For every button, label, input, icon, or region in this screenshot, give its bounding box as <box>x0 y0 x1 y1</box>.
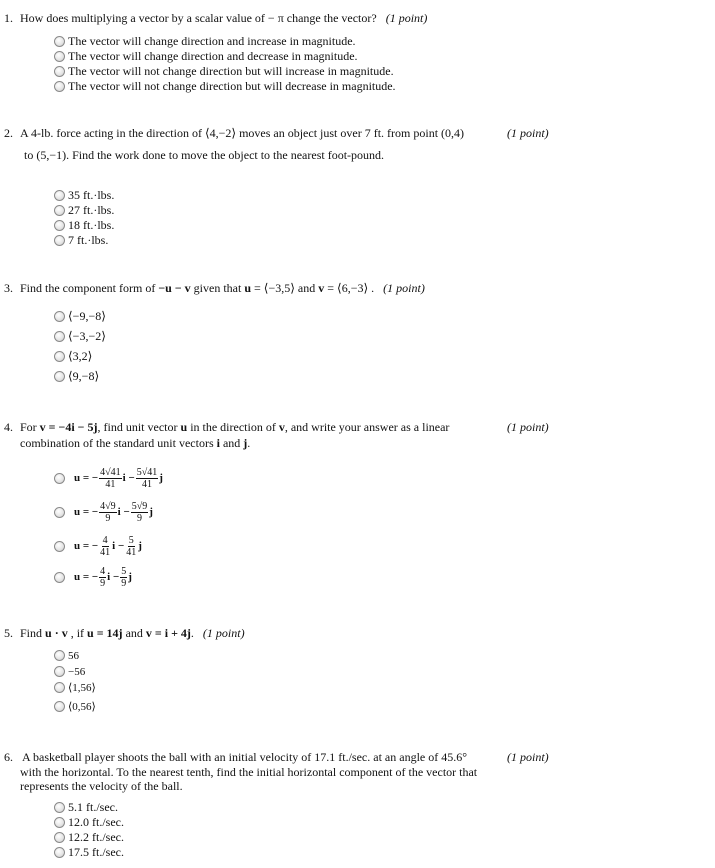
radio-button[interactable] <box>54 473 65 484</box>
q4-option-3[interactable] <box>54 533 142 559</box>
q2-option-1[interactable] <box>54 188 114 203</box>
radio-button[interactable] <box>54 507 65 518</box>
option-label: 12.0 ft./sec. <box>68 815 124 829</box>
fraction: $\frac{5}{41}$ <box>126 534 137 558</box>
option-label: u = − $\frac{4√41}{41}$ i − $\frac{5√41}{41}$ j <box>74 466 163 490</box>
option-label: 12.2 ft./sec. <box>68 830 124 844</box>
option-label: The vector will change direction and increase in magnitude. <box>68 34 356 48</box>
option-label: The vector will change direction and decrease in magnitude. <box>68 49 358 63</box>
option-label: The vector will not change direction but will increase in magnitude. <box>68 64 394 78</box>
q6-option-3[interactable] <box>54 830 124 845</box>
q1-option-4[interactable] <box>54 79 396 94</box>
option-label: u = − $\frac{4√9}{9}$ i − $\frac{5√9}{9}$ j <box>74 500 153 524</box>
points-label: (1 point) <box>385 11 428 25</box>
q3-option-4[interactable] <box>54 369 99 384</box>
points-label: (1 point) <box>202 626 245 640</box>
radio-button[interactable] <box>54 331 65 342</box>
radio-button[interactable] <box>54 847 65 858</box>
question-number: 2. <box>4 126 13 140</box>
radio-button[interactable] <box>54 81 65 92</box>
question-text: Find u · v , if u = 14j and v = i + 4j. (1 point) <box>20 626 245 640</box>
option-label: −56 <box>68 665 86 678</box>
question-number: 6. <box>4 750 13 764</box>
option-label: 27 ft.·lbs. <box>68 203 115 217</box>
question-number: 4. <box>4 420 13 434</box>
question-number: 3. <box>4 281 13 295</box>
radio-button[interactable] <box>54 190 65 201</box>
question-number: 5. <box>4 626 13 640</box>
question-text: A 4-lb. force acting in the direction of ⟨4,−2⟩ moves an object just over 7 ft. from point (0,4) <box>20 126 465 140</box>
fraction: $\frac{4√9}{9}$ <box>100 500 116 524</box>
q6-option-4[interactable] <box>54 845 124 860</box>
radio-button[interactable] <box>54 51 65 62</box>
q2-option-2[interactable] <box>54 203 114 218</box>
radio-button[interactable] <box>54 220 65 231</box>
option-label: 56 <box>68 649 79 662</box>
option-label: ⟨−3,−2⟩ <box>68 329 106 343</box>
fraction: $\frac{4}{9}$ <box>100 565 106 589</box>
option-label: The vector will not change direction but will decrease in magnitude. <box>68 79 396 93</box>
q4-option-1[interactable] <box>54 465 163 491</box>
q1-option-1[interactable] <box>54 34 356 49</box>
radio-button[interactable] <box>54 817 65 828</box>
points-label: (1 point) <box>507 126 549 140</box>
radio-button[interactable] <box>54 36 65 47</box>
q5-option-2[interactable] <box>54 664 85 679</box>
radio-button[interactable] <box>54 541 65 552</box>
radio-button[interactable] <box>54 311 65 322</box>
q3-option-2[interactable] <box>54 329 106 344</box>
radio-button[interactable] <box>54 650 65 661</box>
option-label: ⟨−9,−8⟩ <box>68 309 106 323</box>
question-text: For v = −4i − 5j, find unit vector u in the direction of v, and write your answer as a linear <box>20 420 450 434</box>
option-label: ⟨9,−8⟩ <box>68 369 100 383</box>
question-text: to (5,−1). Find the work done to move the object to the nearest foot-pound. <box>24 148 385 162</box>
option-label: 18 ft.·lbs. <box>68 218 115 232</box>
q2-option-4[interactable] <box>54 233 108 248</box>
fraction: $\frac{5√41}{41}$ <box>136 466 158 490</box>
q4-option-4[interactable] <box>54 564 132 590</box>
radio-button[interactable] <box>54 351 65 362</box>
q5-option-3[interactable] <box>54 680 96 695</box>
q1-option-3[interactable] <box>54 64 394 79</box>
option-label: ⟨1,56⟩ <box>68 682 96 694</box>
option-label: 7 ft.·lbs. <box>68 233 109 247</box>
q3-option-1[interactable] <box>54 309 106 324</box>
question-text: represents the velocity of the ball. <box>20 779 183 793</box>
fraction: $\frac{5}{9}$ <box>121 565 127 589</box>
q6-option-2[interactable] <box>54 815 124 830</box>
radio-button[interactable] <box>54 205 65 216</box>
points-label: (1 point) <box>507 420 549 434</box>
question-text: combination of the standard unit vectors i and j. <box>20 436 251 450</box>
q5-option-1[interactable] <box>54 648 79 663</box>
question-text: A basketball player shoots the ball with an initial velocity of 17.1 ft./sec. at an angle of 45.6° <box>22 750 468 764</box>
radio-button[interactable] <box>54 235 65 246</box>
radio-button[interactable] <box>54 666 65 677</box>
option-label: 35 ft.·lbs. <box>68 188 115 202</box>
question-text: How does multiplying a vector by a scalar value of − π change the vector? (1 point) <box>20 11 428 25</box>
option-label: u = − $\frac{4}{9}$ i − $\frac{5}{9}$ j <box>74 565 132 589</box>
option-label: ⟨0,56⟩ <box>68 701 96 713</box>
q5-option-4[interactable] <box>54 699 96 714</box>
question-text: Find the component form of −u − v given that u = ⟨−3,5⟩ and v = ⟨6,−3⟩ . (1 point) <box>20 281 425 295</box>
radio-button[interactable] <box>54 371 65 382</box>
points-label: (1 point) <box>383 281 425 295</box>
q1-option-2[interactable] <box>54 49 358 64</box>
q6-option-1[interactable] <box>54 800 118 815</box>
radio-button[interactable] <box>54 682 65 693</box>
radio-button[interactable] <box>54 802 65 813</box>
option-label: ⟨3,2⟩ <box>68 349 93 363</box>
fraction: $\frac{4√41}{41}$ <box>100 466 121 490</box>
option-label: u = − $\frac{4}{41}$ i − $\frac{5}{41}$ j <box>74 534 142 558</box>
radio-button[interactable] <box>54 572 65 583</box>
points-label: (1 point) <box>507 750 549 764</box>
fraction: $\frac{4}{41}$ <box>100 534 111 558</box>
radio-button[interactable] <box>54 701 65 712</box>
option-label: 5.1 ft./sec. <box>68 800 118 814</box>
radio-button[interactable] <box>54 66 65 77</box>
q4-option-2[interactable] <box>54 499 153 525</box>
fraction: $\frac{5√9}{9}$ <box>131 500 148 524</box>
option-label: 17.5 ft./sec. <box>68 845 124 859</box>
q3-option-3[interactable] <box>54 349 92 364</box>
question-text: with the horizontal. To the nearest tenth, find the initial horizontal component of the vector that <box>20 765 478 779</box>
question-number: 1. <box>4 11 13 25</box>
q2-option-3[interactable] <box>54 218 114 233</box>
radio-button[interactable] <box>54 832 65 843</box>
